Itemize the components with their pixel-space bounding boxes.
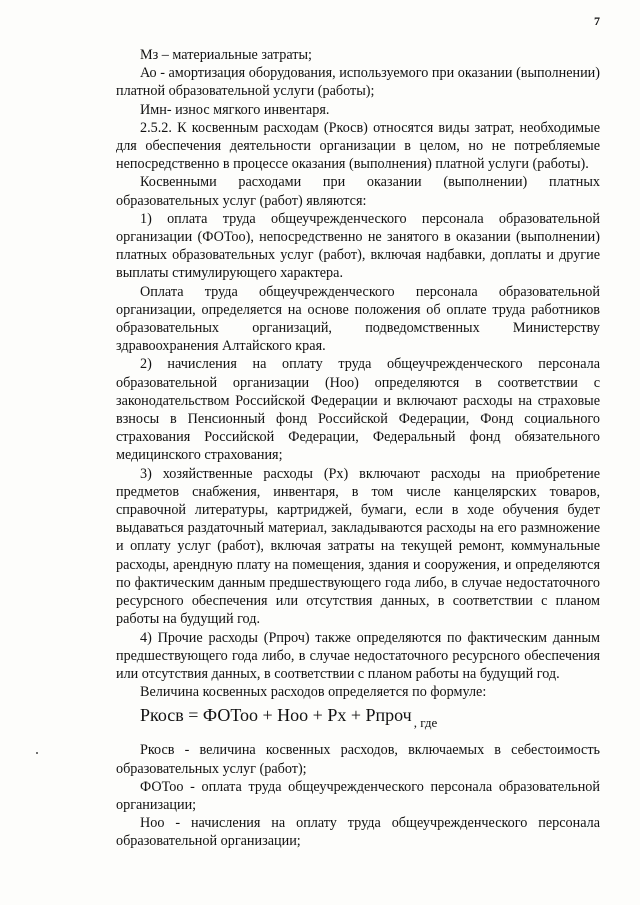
paragraph: Мз – материальные затраты; — [140, 47, 312, 63]
definition: Ркосв - величина косвенных расходов, включаемых в себестоимость образовательных услуг (работ); — [116, 742, 600, 777]
scan-speck — [36, 752, 38, 754]
paragraph: Имн- износ мягкого инвентаря. — [140, 101, 330, 118]
formula-suffix: , где — [413, 715, 438, 731]
paragraph: Ао - амортизация оборудования, используемого при оказании (выполнении) платной образовательной услуги (работы); — [116, 65, 600, 100]
paragraph: 3) хозяйственные расходы (Рх) включают расходы на приобретение предметов снабжения, инвентаря, в том числе канцелярских товаров, справочной литературы, картриджей, бумаги, если в ходе обучения будет выдаваться раздаточный материал, закладываются расходы на его размножение и оплату услуг (работ), включая затраты на текущей ремонт, коммунальные расходы, арендную плату на помещения, здания и сооружения, и определяются по фактическим данным предшествующего года либо, в случае недостаточного ресурсного обеспечения или отсутствия данных, в соответствии с планом работы на будущий год. — [116, 465, 600, 628]
formula — [116, 703, 600, 735]
paragraph: 1) оплата труда общеучрежденческого персонала образовательной организации (ФОТоо), непосредственно не занятого в оказании (выполнении) платных образовательных услуг (работ), включая надбавки, доплаты и другие выплаты стимулирующего характера. — [116, 210, 600, 282]
paragraph: Величина косвенных расходов определяется по формуле: — [140, 684, 487, 701]
paragraph: 2.5.2. К косвенным расходам (Ркосв) относятся виды затрат, необходимые для обеспечения деятельности организации в целом, но не потребляемые непосредственно в процессе оказания (выполнения) платной услуги (работы). — [116, 119, 600, 173]
paragraph: 2) начисления на оплату труда общеучрежденческого персонала образовательной организации (Ноо) определяются в соответствии с законодательством Российской Федерации и включают расходы на страховые взносы в Пенсионный фонд Российской Федерации, Фонд социального страхования Российской Федерации, Федеральный фонд обязательного медицинского страхования; — [116, 356, 600, 464]
paragraph: Оплата труда общеучрежденческого персонала образовательной организации, определяется на основе положения об оплате труда работников образовательных организаций, подведомственных Министерству здравоохранения Алтайского края. — [116, 283, 600, 355]
definition: Ноо - начисления на оплату труда общеучрежденческого персонала образовательной организации; — [116, 815, 600, 850]
paragraph: 4) Прочие расходы (Рпроч) также определяются по фактическим данным предшествующего года либо, в случае недостаточного ресурсного обеспечения или отсутствия данных, в соответствии с планом работы на будущий год. — [116, 629, 600, 682]
page-number: 7 — [594, 14, 600, 28]
formula-expression: Ркосв = ФОТоо + Ноо + Рх + Рпроч — [140, 705, 412, 726]
definition: ФОТоо - оплата труда общеучрежденческого персонала образовательной организации; — [116, 778, 600, 813]
document-body — [116, 46, 600, 851]
paragraph: Косвенными расходами при оказании (выполнении) платных образовательных услуг (работ) являются: — [116, 174, 600, 209]
